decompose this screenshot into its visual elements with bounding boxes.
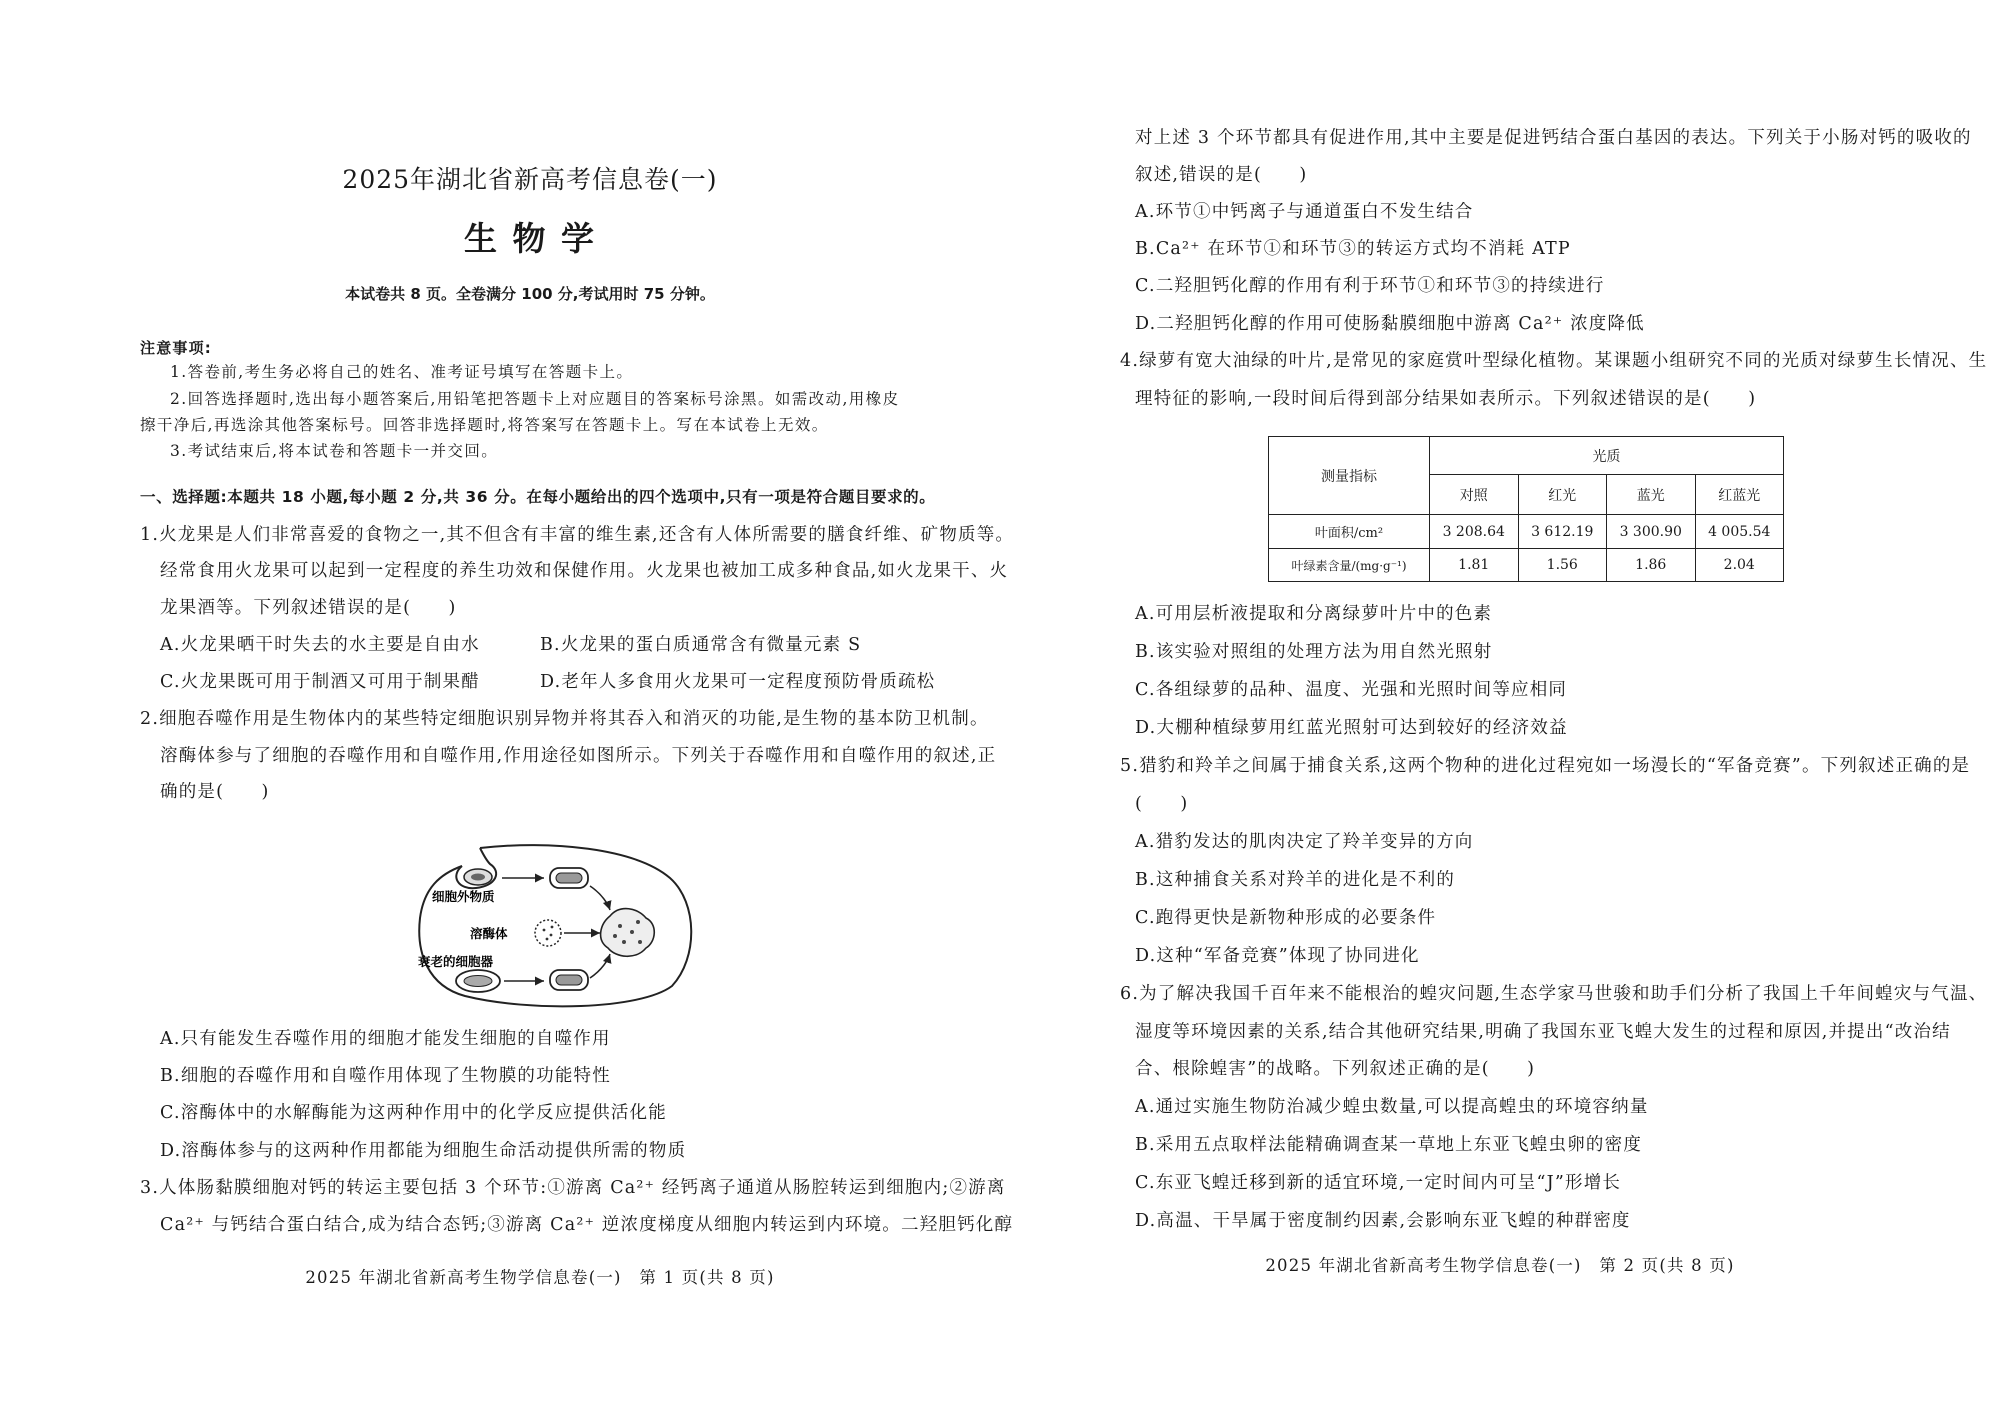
q1-line-3: 龙果酒等。下列叙述错误的是( ): [160, 598, 457, 618]
table-cell: 3 300.90: [1607, 515, 1696, 549]
q4-option-c: C.各组绿萝的品种、温度、光强和光照时间等应相同: [1135, 680, 1568, 700]
q2-line-1: 2.细胞吞噬作用是生物体内的某些特定细胞识别异物并将其吞入和消灭的功能,是生物的基本防卫机制。: [140, 709, 989, 729]
q5-option-c: C.跑得更快是新物种形成的必要条件: [1135, 908, 1437, 928]
table-row-label: 叶绿素含量/(mg·g⁻¹): [1269, 549, 1430, 582]
label-lysosome: 溶酶体: [470, 926, 508, 941]
exam-title: 2025年湖北省新高考信息卷(一): [342, 165, 718, 194]
q3-option-c: C.二羟胆钙化醇的作用有利于环节①和环节③的持续进行: [1135, 276, 1605, 296]
q1-option-a: A.火龙果晒干时失去的水主要是自由水: [160, 635, 480, 655]
q4-option-b: B.该实验对照组的处理方法为用自然光照射: [1135, 642, 1493, 662]
q3-option-d: D.二羟胆钙化醇的作用可使肠黏膜细胞中游离 Ca²⁺ 浓度降低: [1135, 314, 1645, 334]
table-col-blue: 蓝光: [1607, 475, 1696, 515]
q6-line-2: 湿度等环境因素的关系,结合其他研究结果,明确了我国东亚飞蝗大发生的过程和原因,并提出“改治结: [1135, 1022, 1951, 1042]
q1-option-b: B.火龙果的蛋白质通常含有微量元素 S: [540, 635, 862, 655]
q6-option-d: D.高温、干旱属于密度制约因素,会影响东亚飞蝗的种群密度: [1135, 1211, 1631, 1231]
note-2: 2.回答选择题时,选出每小题答案后,用铅笔把答题卡上对应题目的答案标号涂黑。如需改动,用橡皮: [170, 390, 900, 408]
note-1: 1.答卷前,考生务必将自己的姓名、准考证号填写在答题卡上。: [170, 363, 634, 381]
q2-line-3: 确的是( ): [160, 782, 270, 802]
q6-line-3: 合、根除蝗害”的战略。下列叙述正确的是( ): [1135, 1059, 1536, 1079]
q3-cont-line-2: 叙述,错误的是( ): [1135, 165, 1308, 185]
cell-phagocytosis-diagram: [410, 838, 700, 1013]
table-cell: 4 005.54: [1695, 515, 1784, 549]
q5-line-2: ( ): [1135, 794, 1189, 814]
q1-line-2: 经常食用火龙果可以起到一定程度的养生功效和保健作用。火龙果也被加工成多种食品,如火龙果干、火: [160, 561, 1009, 581]
table-col-control: 对照: [1430, 475, 1519, 515]
q5-option-d: D.这种“军备竞赛”体现了协同进化: [1135, 946, 1420, 966]
subject-title: 生 物 学: [464, 219, 596, 258]
table-cell: 1.56: [1518, 549, 1607, 582]
q1-option-d: D.老年人多食用火龙果可一定程度预防骨质疏松: [540, 672, 936, 692]
q2-option-a: A.只有能发生吞噬作用的细胞才能发生细胞的自噬作用: [160, 1029, 611, 1049]
table-col-red: 红光: [1518, 475, 1607, 515]
q3-line-1: 3.人体肠黏膜细胞对钙的转运主要包括 3 个环节:①游离 Ca²⁺ 经钙离子通道从肠腔转运到细胞内;②游离: [140, 1178, 1006, 1198]
table-row: [1269, 549, 1784, 582]
table-header-group: 光质: [1430, 437, 1784, 475]
q4-option-a: A.可用层析液提取和分离绿萝叶片中的色素: [1135, 604, 1493, 624]
q3-option-a: A.环节①中钙离子与通道蛋白不发生结合: [1135, 202, 1474, 222]
q4-line-2: 理特征的影响,一段时间后得到部分结果如表所示。下列叙述错误的是( ): [1135, 389, 1757, 409]
q2-option-d: D.溶酶体参与的这两种作用都能为细胞生命活动提供所需的物质: [160, 1141, 687, 1161]
q5-line-1: 5.猎豹和羚羊之间属于捕食关系,这两个物种的进化过程宛如一场漫长的“军备竞赛”。下列叙述正确的是: [1120, 756, 1971, 776]
section-heading: 一、选择题:本题共 18 小题,每小题 2 分,共 36 分。在每小题给出的四个选项中,只有一项是符合题目要求的。: [140, 488, 936, 506]
table-row-label: 叶面积/cm²: [1269, 515, 1430, 549]
note-2-cont: 擦干净后,再选涂其他答案标号。回答非选择题时,将答案写在答题卡上。写在本试卷上无效。: [140, 416, 829, 434]
q5-option-a: A.猎豹发达的肌肉决定了羚羊变异的方向: [1135, 832, 1474, 852]
q3-line-2: Ca²⁺ 与钙结合蛋白结合,成为结合态钙;③游离 Ca²⁺ 逆浓度梯度从细胞内转运到内环境。二羟胆钙化醇: [160, 1215, 1014, 1235]
table-row: [1269, 515, 1784, 549]
table-cell: 1.81: [1430, 549, 1519, 582]
q2-option-c: C.溶酶体中的水解酶能为这两种作用中的化学反应提供活化能: [160, 1103, 667, 1123]
note-3: 3.考试结束后,将本试卷和答题卡一并交回。: [170, 442, 499, 460]
q2-line-2: 溶酶体参与了细胞的吞噬作用和自噬作用,作用途径如图所示。下列关于吞噬作用和自噬作用的叙述,正: [160, 746, 997, 766]
notes-heading: 注意事项:: [140, 339, 212, 357]
table-col-redblue: 红蓝光: [1695, 475, 1784, 515]
page-2-footer: 2025 年湖北省新高考生物学信息卷(一) 第 2 页(共 8 页): [1265, 1256, 1735, 1275]
table-cell: 3 208.64: [1430, 515, 1519, 549]
q1-option-c: C.火龙果既可用于制酒又可用于制果醋: [160, 672, 480, 692]
table-cell: 3 612.19: [1518, 515, 1607, 549]
label-aging-organelle: 衰老的细胞器: [418, 954, 494, 969]
q1-line-1: 1.火龙果是人们非常喜爱的食物之一,其不但含有丰富的维生素,还含有人体所需要的膳食纤维、矿物质等。: [140, 525, 1015, 545]
page-1-footer: 2025 年湖北省新高考生物学信息卷(一) 第 1 页(共 8 页): [305, 1268, 775, 1287]
q6-option-a: A.通过实施生物防治减少蝗虫数量,可以提高蝗虫的环境容纳量: [1135, 1097, 1649, 1117]
q6-line-1: 6.为了解决我国千百年来不能根治的蝗灾问题,生态学家马世骏和助手们分析了我国上千年间蝗灾与气温、: [1120, 984, 1988, 1004]
q5-option-b: B.这种捕食关系对羚羊的进化是不利的: [1135, 870, 1456, 890]
q4-line-1: 4.绿萝有宽大油绿的叶片,是常见的家庭赏叶型绿化植物。某课题小组研究不同的光质对绿萝生长情况、生: [1120, 351, 1988, 371]
q6-option-c: C.东亚飞蝗迁移到新的适宜环境,一定时间内可呈“J”形增长: [1135, 1173, 1622, 1193]
q2-option-b: B.细胞的吞噬作用和自噬作用体现了生物膜的功能特性: [160, 1066, 611, 1086]
table-cell: 1.86: [1607, 549, 1696, 582]
label-extracellular: 细胞外物质: [432, 889, 495, 904]
table-header-metric: 测量指标: [1269, 437, 1430, 515]
table-cell: 2.04: [1695, 549, 1784, 582]
q3-option-b: B.Ca²⁺ 在环节①和环节③的转运方式均不消耗 ATP: [1135, 239, 1571, 259]
q3-cont-line-1: 对上述 3 个环节都具有促进作用,其中主要是促进钙结合蛋白基因的表达。下列关于小肠对钙的吸收的: [1135, 128, 1972, 148]
exam-subtitle: 本试卷共 8 页。全卷满分 100 分,考试用时 75 分钟。: [345, 285, 715, 303]
q6-option-b: B.采用五点取样法能精确调查某一草地上东亚飞蝗虫卵的密度: [1135, 1135, 1643, 1155]
light-quality-table: [1268, 436, 1784, 582]
q4-option-d: D.大棚种植绿萝用红蓝光照射可达到较好的经济效益: [1135, 718, 1568, 738]
